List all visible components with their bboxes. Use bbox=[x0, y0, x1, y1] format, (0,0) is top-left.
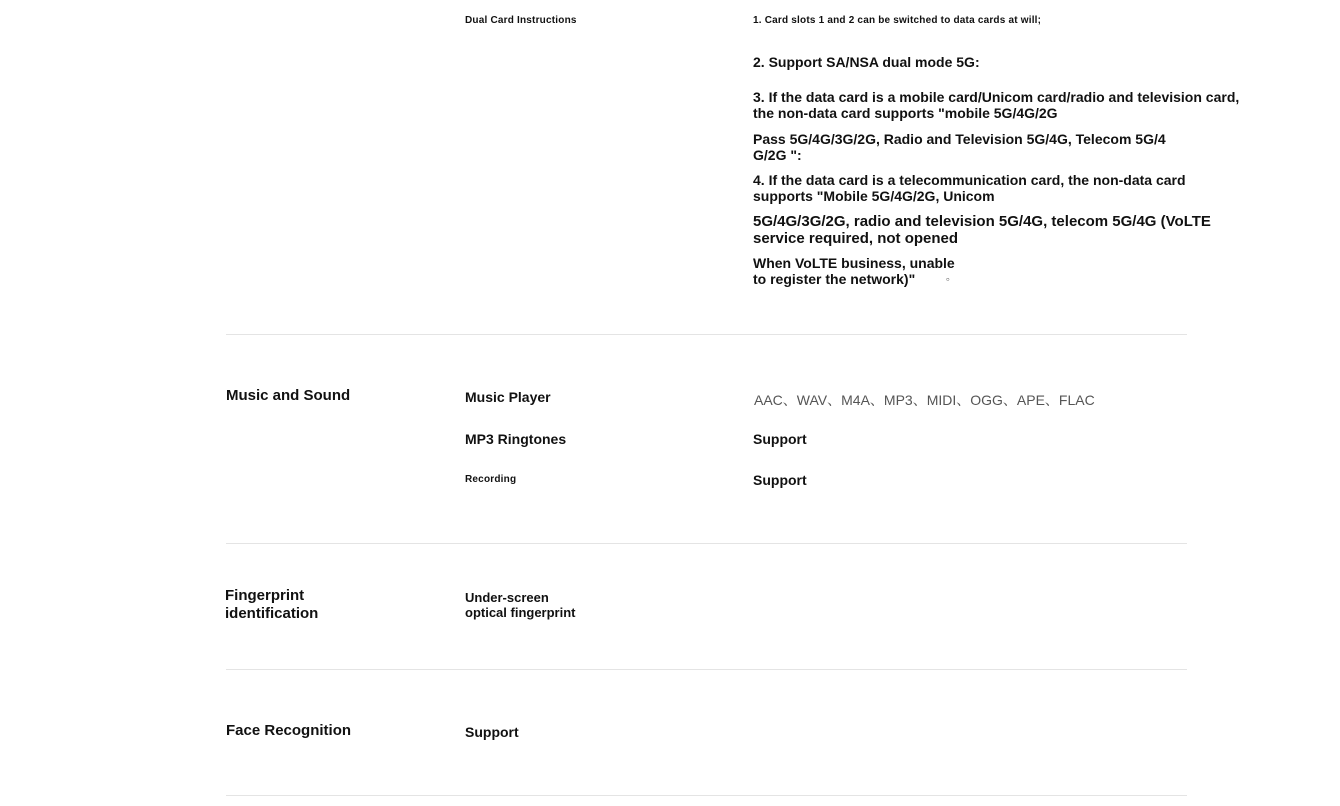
mp3-ringtones-value: Support bbox=[753, 431, 807, 447]
section-divider bbox=[226, 543, 1187, 544]
dual-card-item-2: 2. Support SA/NSA dual mode 5G: bbox=[753, 54, 980, 70]
music-player-formats: AAC、WAV、M4A、MP3、MIDI、OGG、APE、FLAC bbox=[754, 392, 1095, 408]
dual-card-item-3-continued: Pass 5G/4G/3G/2G, Radio and Television 5G/4G, Telecom 5G/4 G/2G ": bbox=[753, 131, 1166, 163]
fingerprint-category-title: Fingerprint identification bbox=[225, 587, 319, 622]
section-divider bbox=[226, 795, 1187, 796]
section-divider bbox=[226, 334, 1187, 335]
dual-card-item-3: 3. If the data card is a mobile card/Unicom card/radio and television card, the non-data card supports "mobile 5G/4G/2G bbox=[753, 89, 1240, 121]
fingerprint-type: Under-screen optical fingerprint bbox=[465, 590, 576, 620]
face-recognition-category-title: Face Recognition bbox=[226, 722, 352, 739]
dual-card-item-1: 1. Card slots 1 and 2 can be switched to data cards at will; bbox=[753, 15, 1042, 26]
music-player-label: Music Player bbox=[465, 389, 551, 405]
mp3-ringtones-label: MP3 Ringtones bbox=[465, 431, 567, 447]
recording-value: Support bbox=[753, 472, 807, 488]
recording-label: Recording bbox=[465, 474, 517, 485]
dual-card-item-4-continued: 5G/4G/3G/2G, radio and television 5G/4G, telecom 5G/4G (VoLTE service required, not opened bbox=[753, 213, 1211, 247]
dual-card-item-4-ending: When VoLTE business, unable to register the network)" bbox=[753, 255, 955, 287]
dual-card-item-4-period: 。 bbox=[946, 272, 956, 283]
music-category-title: Music and Sound bbox=[226, 387, 351, 404]
dual-card-item-4: 4. If the data card is a telecommunication card, the non-data card supports "Mobile 5G/4G/2G, Unicom bbox=[753, 172, 1186, 204]
section-divider bbox=[226, 669, 1187, 670]
dual-card-label: Dual Card Instructions bbox=[465, 15, 577, 26]
face-recognition-value: Support bbox=[465, 724, 519, 740]
